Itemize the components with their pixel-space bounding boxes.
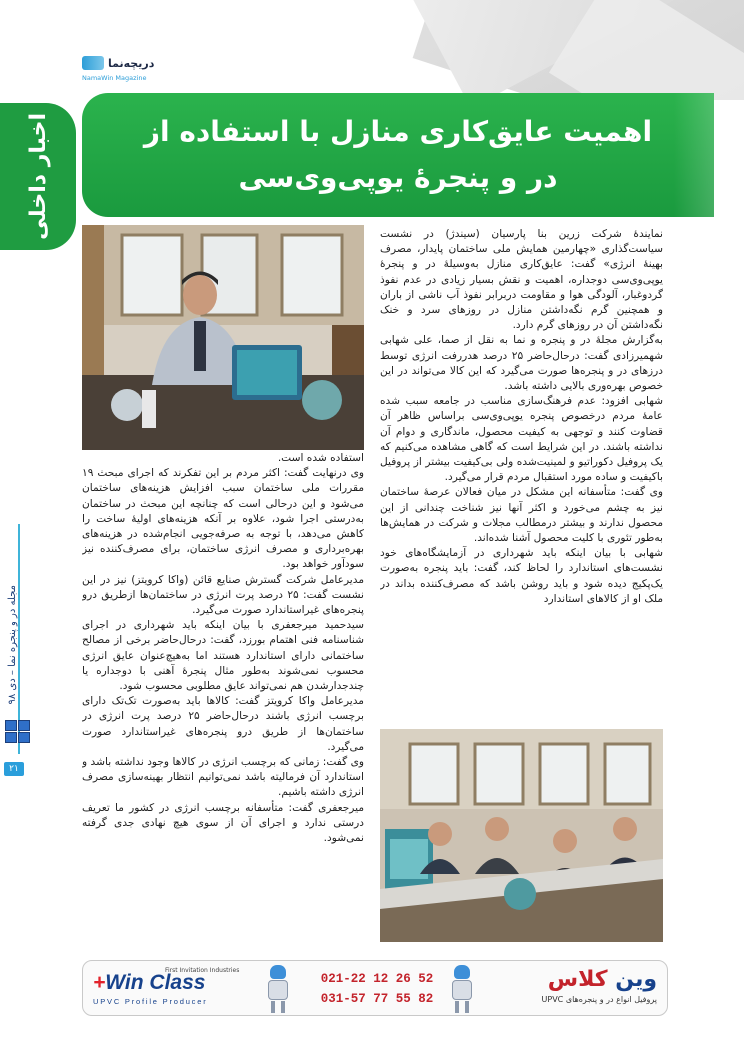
article-paragraph: به‌گزارش مجلهٔ در و پنجره و نما به نقل از صما، علی شهابی شهمیرزادی گفت: درحال‌حاضر ۲۵ درصد هدررفت انرژی توسط درزهای در و پنجره‌ها صورت می‌گیرد که این کالا می‌تواند در این خصوص بهره‌وری بالایی داشته باشد. bbox=[380, 334, 663, 393]
ad-phone-numbers bbox=[307, 969, 447, 1009]
article-title-line-2: در و پنجرهٔ یوپی‌وی‌سی bbox=[238, 161, 558, 194]
winclass-tagline: First Invitation Industries bbox=[165, 967, 240, 974]
meeting-photo bbox=[380, 729, 663, 942]
winclass-logo-fa bbox=[487, 967, 657, 1011]
article-paragraph: مدیرعامل شرکت گسترش صنایع قائن (واکا کرویتز) نیز در این نشست گفت: ۲۵ درصد پرت انرژی در ساختمان‌ها ازطریق درو پنجره‌های غیراستاندارد صورت می‌گیرد. bbox=[82, 573, 364, 617]
article-paragraph: نمایندهٔ شرکت زرین بنا پارسیان (سیندژ) در نشست سیاست‌گذاری «چهارمین همایش ملی ساختمان پایدار، مصرف بهینهٔ انرژی» گفت: عایق‌کاری منازل به‌وسیلهٔ در و پنجرهٔ یوپی‌وی‌سی دوجداره، اهمیت و نقش بسیار زیادی در عدم نفوذ گردوغبار، آلودگی هوا و مقاومت دربرابر نفوذ آب ناشی از باران و همچنین گرم نگه‌داشتن منازل در روزهای سرد و خنک نگه‌داشتن آن در روزهای گرم دارد. bbox=[380, 228, 663, 332]
side-issue-label bbox=[2, 560, 22, 730]
phone-number-2: 031-57 77 55 82 bbox=[320, 992, 434, 1006]
article-column-right bbox=[380, 227, 663, 725]
winclass-description: پروفیل انواع در و پنجره‌های UPVC bbox=[541, 995, 657, 1004]
winclass-brand-class: Class bbox=[143, 971, 206, 994]
article-column-left bbox=[82, 451, 364, 947]
article-paragraph: شهابی با بیان اینکه باید شهرداری در آزمایشگاه‌های خود نشست‌های استاندارد را لحاظ کند، گفت: باید پنجره به‌صورت یک‌پکیج دیده شود و باید روشن باشد که مصرف‌کننده بداند در ملک او از کالاهای استاندارد bbox=[380, 547, 663, 605]
section-tab bbox=[0, 103, 76, 250]
winclass-brand-fa-win: وین bbox=[615, 967, 657, 992]
robot-mascot-icon bbox=[449, 965, 475, 1013]
winclass-brand-fa bbox=[487, 967, 657, 993]
winclass-brand: +Win Class bbox=[93, 971, 206, 994]
article-paragraph: سیدحمید میرجعفری با بیان اینکه باید شهرداری در اجرای شناسنامه فنی اهتمام بورزد، گفت: درحال‌حاضر برخی از مصالح ساختمانی دارای استاندارد هستند اما به‌هیچ‌عنوان عایق انرژی محسوب نمی‌شوند به‌طور مثال پنجرهٔ آهنی با دوجداره یا چندجدارشدن هم نمی‌تواند عایق مطلوبی محسوب شود. bbox=[82, 619, 364, 693]
magazine-logo-subtitle: NamaWin Magazine bbox=[82, 74, 147, 82]
robot-mascot-icon bbox=[265, 965, 291, 1013]
winclass-logo-en bbox=[93, 967, 243, 1011]
article-paragraph: استفاده شده است. bbox=[277, 452, 364, 464]
article-paragraph: میرجعفری گفت: متأسفانه برچسب انرژی در کشور ما تعریف درستی ندارد و اجرای آن از سوی هیچ نهادی جدی گرفته نمی‌شود. bbox=[82, 801, 364, 845]
logo-wave-icon bbox=[82, 56, 104, 70]
header-decoration bbox=[0, 0, 744, 100]
title-banner bbox=[82, 93, 714, 217]
article-paragraph: وی درنهایت گفت: اکثر مردم بر این تفکرند که اجرای مبحث ۱۹ مقررات ملی ساختمان سبب افزایش هزینه‌های ساختمان می‌شود و این درحالی است که چنانچه این مبحث در ساختمان به‌درستی اجرا شود، علاوه بر آنکه هزینه‌های اولیهٔ ساخت را کاهش می‌دهد، با توجه به صرفه‌جویی انجام‌شده در هزینه‌های بهره‌برداری و مصرف انرژی ساختمان، برای مصرف‌کننده نیز سودآور خواهد بود. bbox=[82, 467, 364, 571]
article-title-line-1: اهمیت عایق‌کاری منازل با استفاده از bbox=[143, 115, 653, 148]
article-title bbox=[118, 109, 678, 201]
magazine-logo-text: دریچه‌نما bbox=[108, 56, 155, 70]
article-paragraph: شهابی افزود: عدم فرهنگ‌سازی مناسب در جامعه سبب شده عامهٔ مردم درخصوص پنجره یوپی‌وی‌سی براساس ظاهر آن قضاوت کنند و توجهی به کیفیت محصول، ماندگاری و دوام آن نداشته باشند. در این شرایط است که گاهی مشاهده می‌کنیم که یک پروفیل دکوراتیو و لمینیت‌شده ولی بی‌کیفیت بیشتر از پروفیل باکیفیت و ساده مورد استقبال مردم قرار می‌گیرد. bbox=[380, 395, 663, 484]
article-paragraph: مدیرعامل واکا کرویتز گفت: کالاها باید به‌صورت تک‌تک دارای برچسب انرژی باشند درحال‌حاضر ۲۵ درصد پرت انرژی در ساختمان‌ها از طریق درو پنجره‌های غیراستاندارد صورت می‌گیرد. bbox=[82, 695, 364, 753]
winclass-brand-fa-class: کلاس bbox=[547, 967, 616, 992]
window-icon bbox=[4, 719, 32, 745]
article-paragraph: وی گفت: متأسفانه این مشکل در میان فعالان عرصهٔ ساختمان نیز به چشم می‌خورد و اکثر آنها نیز شناخت چندانی از این محصول ندارند و بیشتر درمطالب مجلات و شرکت در همایش‌ها به‌طور تئوری با کلیت محصول آشنا شده‌اند. bbox=[380, 486, 663, 545]
page-number: ۲۱ bbox=[4, 762, 24, 776]
phone-number-1: 021-22 12 26 52 bbox=[320, 972, 434, 986]
speaker-photo bbox=[82, 225, 364, 450]
issue-text: مجله در و پنجره نما – دی ۹۸ bbox=[6, 585, 18, 705]
winclass-brand-win: Win bbox=[105, 971, 144, 994]
footer-advertisement[interactable] bbox=[82, 960, 668, 1016]
magazine-logo bbox=[82, 54, 168, 84]
section-tab-label: اخبار داخلی bbox=[25, 113, 51, 240]
winclass-product-line: UPVC Profile Producer bbox=[93, 997, 208, 1006]
article-paragraph: وی گفت: زمانی که برچسب انرژی در کالاها وجود نداشته باشد و استاندارد آن فرمالیته باشد نمی‌توانیم انتظار بهینه‌سازی مصرف انرژی داشته باشیم. bbox=[82, 756, 364, 799]
